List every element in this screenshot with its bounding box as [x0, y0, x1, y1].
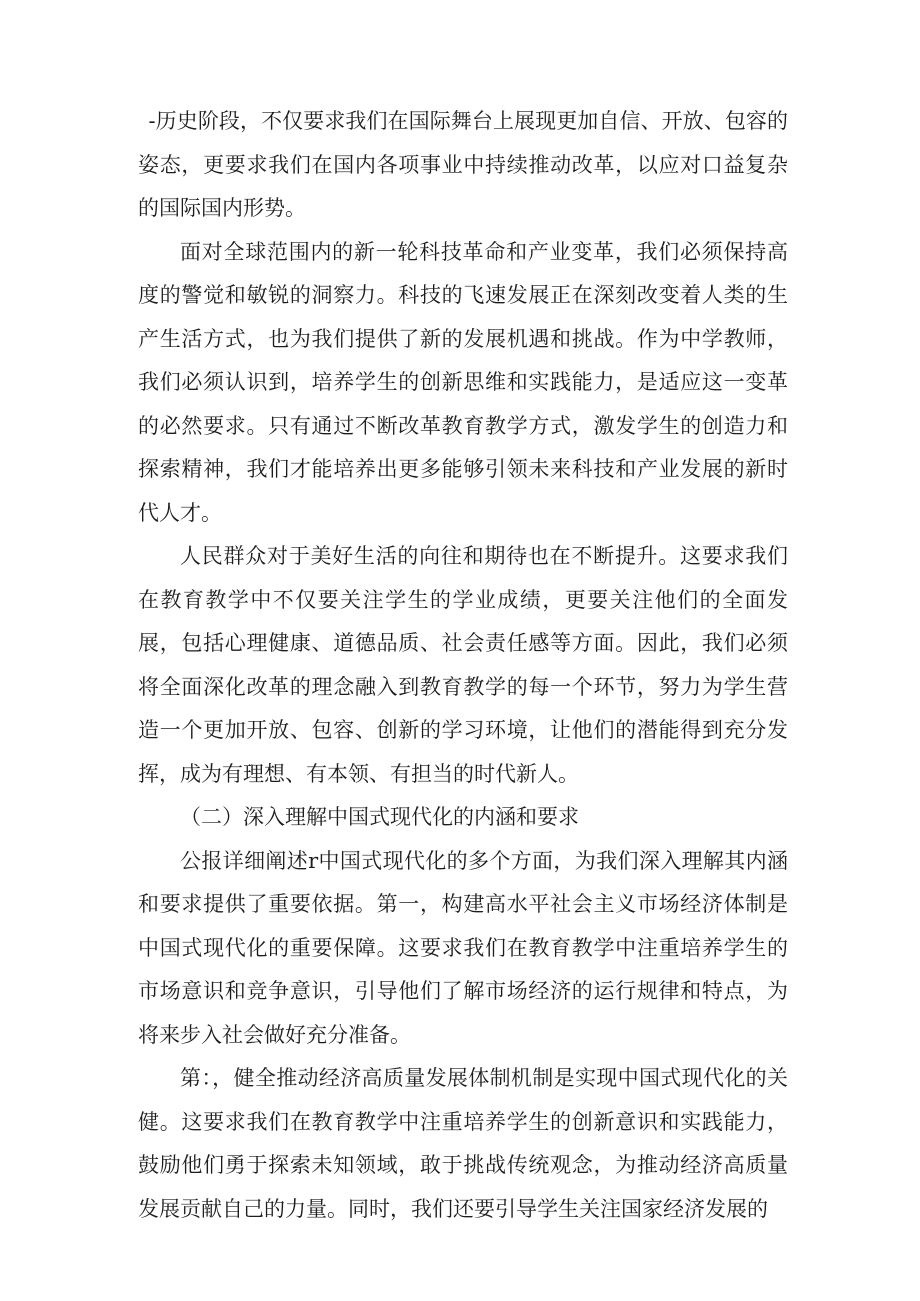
- paragraph-high-quality-development: 第：，健全推动经济高质量发展体制机制是实现中国式现代化的关健。这要求我们在教育教学中注重培养学生的创新意识和实践能力，鼓励他们勇于探索未知领域，敢于挑战传统观念，为推动经济高质量发展贡献自己的力量。同时，我们还要引导学生关注国家经济发展的: [138, 1066, 788, 1221]
- document-body: [138, 100, 788, 1231]
- paragraph-tech-revolution: 面对全球范围内的新一轮科技革命和产业变革，我们必须保持高度的警觉和敏锐的洞察力。科技的飞速发展正在深刻改变着人类的生产生活方式，也为我们提供了新的发展机遇和挑战。作为中学教师，我们必须认识到，培养学生的创新思维和实践能力，是适应这一变革的必然要求。只有通过不断改革教育教学方式，激发学生的创造力和探索精神，我们才能培养出更多能够引领未来科技和产业发展的新时代人才。: [138, 239, 788, 525]
- section-heading: （二）深入理解中国式现代化的内涵和要求: [180, 805, 579, 829]
- paragraph-modernization: 公报详细阐述r中国式现代化的多个方面，为我们深入理解其内涵和要求提供了重要依据。第一，构建高水平社会主义市场经济体制是中国式现代化的重要保障。这要求我们在教育教学中注重培养学生的市场意识和竞争意识，引导他们了解市场经济的运行规律和特点，为将来步入社会做好充分准备。: [138, 848, 788, 1047]
- paragraph-continued: -历史阶段，不仅要求我们在国际舞台上展现更加自信、开放、包容的姿态，更要求我们在国内各项事业中持续推动改革，以应对口益复杂的国际国内形势。: [138, 109, 788, 220]
- paragraph-better-life: 人民群众对于美好生活的向往和期待也在不断提升。这要求我们在教育教学中不仅要关注学生的学业成绩，更要关注他们的全面发展，包括心理健康、道德品质、社会责任感等方面。因此，我们必须将全面深化改革的理念融入到教育教学的每一个环节，努力为学生营造一个更加开放、包容、创新的学习环境，让他们的潜能得到充分发挥，成为有理想、有本领、有担当的时代新人。: [138, 544, 788, 786]
